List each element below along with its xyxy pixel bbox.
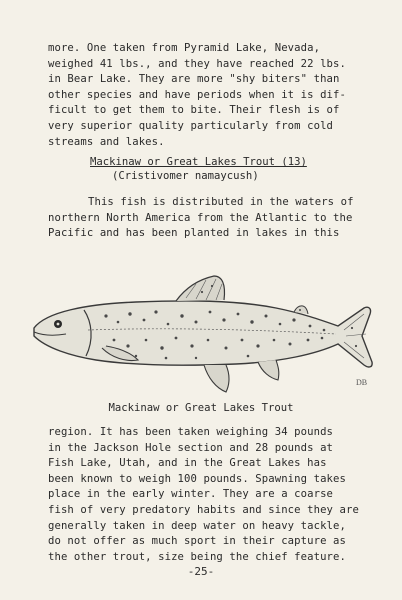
- text-line: do not offer as much sport in their capture as: [48, 535, 346, 548]
- page-number: -25-: [187, 565, 215, 578]
- text-line: weighed 41 lbs., and they have reached 22 lbs.: [48, 57, 346, 70]
- text-line: more. One taken from Pyramid Lake, Nevada,: [48, 42, 321, 54]
- text-line: This fish is distributed in the waters of: [88, 196, 354, 208]
- text-line: generally taken in deep water on heavy tackle,: [48, 519, 346, 532]
- paragraph-bottom: [48, 425, 370, 565]
- text-line: place in the early winter. They are a coarse: [48, 488, 334, 501]
- text-line: in Bear Lake. They are more "shy biters" than: [48, 73, 340, 86]
- figure-caption: Mackinaw or Great Lakes Trout: [108, 402, 294, 414]
- paragraph-top: [48, 41, 370, 150]
- text-line: streams and lakes.: [48, 135, 165, 148]
- text-line: the other trout, size being the chief feature.: [48, 550, 346, 563]
- text-line: fish of very predatory habits and since they are: [48, 503, 359, 516]
- text-line: very superior quality particularly from cold: [48, 119, 334, 132]
- text-line: region. It has been taken weighing 34 pounds: [48, 426, 334, 438]
- text-line: Fish Lake, Utah, and in the Great Lakes has: [48, 457, 327, 470]
- section-heading: [90, 155, 340, 183]
- text-line: been known to weigh 100 pounds. Spawning takes: [48, 472, 346, 485]
- text-line: Pacific and has been planted in lakes in this: [48, 227, 340, 240]
- text-line: northern North America from the Atlantic to the: [48, 211, 353, 224]
- text-line: ficult to get them to bite. Their flesh is of: [48, 104, 340, 117]
- text-line: other species and have periods when it is dif-: [48, 88, 346, 101]
- scientific-name: (Cristivomer namaycush): [112, 170, 259, 182]
- section-title: Mackinaw or Great Lakes Trout (13): [90, 156, 307, 168]
- text-line: in the Jackson Hole section and 28 pounds at: [48, 441, 334, 454]
- artist-signature: DB: [356, 378, 368, 387]
- paragraph-intro: [48, 195, 370, 242]
- trout-illustration: [26, 270, 376, 400]
